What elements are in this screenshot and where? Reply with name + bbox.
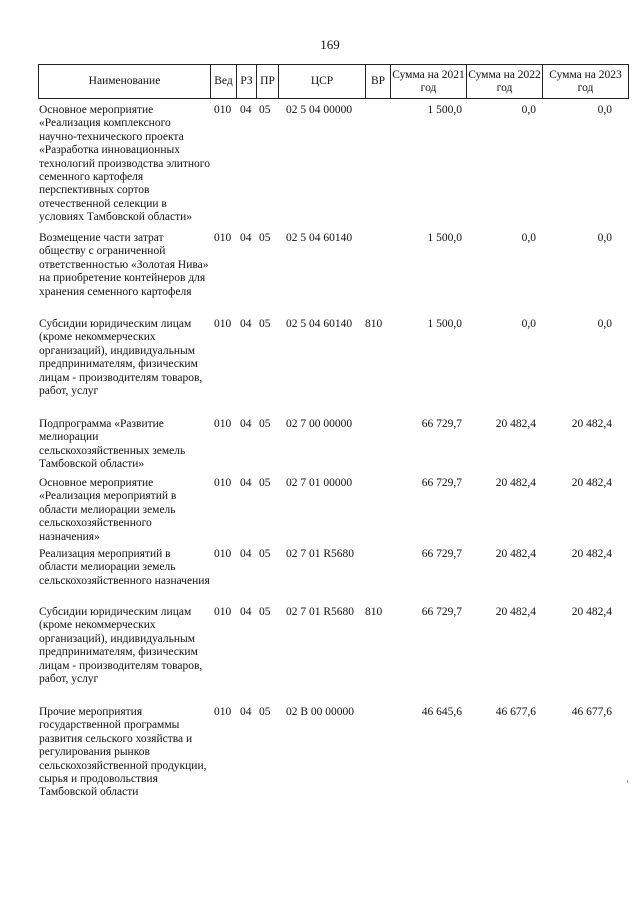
row-csr: 02 В 00 00000 bbox=[286, 706, 355, 718]
row-sum-2021: 66 729,7 bbox=[421, 477, 462, 489]
row-csr: 02 5 04 60140 bbox=[286, 318, 353, 330]
row-name: Реализация мероприятий в области мелиорации земель сельскохозяйственного назначения bbox=[39, 548, 210, 587]
row-ved: 010 bbox=[214, 477, 232, 489]
row-csr: 02 7 01 R5680 bbox=[286, 606, 355, 618]
row-sum-2023: 0,0 bbox=[597, 232, 612, 244]
row-sum-2023: 20 482,4 bbox=[571, 548, 612, 560]
row-sum-2021: 1 500,0 bbox=[427, 232, 462, 244]
row-name: Прочие мероприятия государственной программы развития сельского хозяйства и регулирования рынков сельскохозяйственной продукции, сырья и продовольствия Тамбовской области bbox=[39, 706, 207, 799]
row-pr: 05 bbox=[259, 706, 271, 718]
row-sum-2022: 20 482,4 bbox=[495, 548, 536, 560]
row-name: Основное мероприятие «Реализация комплексного научно-технического проекта «Разработка инновационных технологий производства элитного семенного картофеля перспективных сортов отечественной селекции в условиях Тамбовской области» bbox=[39, 104, 210, 224]
row-pr: 05 bbox=[259, 606, 271, 618]
row-sum-2021: 1 500,0 bbox=[427, 318, 462, 330]
row-ved: 010 bbox=[214, 418, 232, 430]
row-name: Субсидии юридическим лицам (кроме некоммерческих организаций), индивидуальным предпринимателям, физическим лицам - производителям товаров, работ, услуг bbox=[39, 606, 203, 686]
header-sum-2023: Сумма на 2023 год bbox=[549, 68, 622, 94]
row-csr: 02 7 01 R5680 bbox=[286, 548, 355, 560]
row-vr: 810 bbox=[365, 606, 383, 618]
row-sum-2021: 46 645,6 bbox=[421, 706, 462, 718]
row-sum-2023: 20 482,4 bbox=[571, 606, 612, 618]
row-sum-2022: 20 482,4 bbox=[495, 606, 536, 618]
row-rz: 04 bbox=[240, 104, 252, 116]
row-sum-2021: 66 729,7 bbox=[421, 418, 462, 430]
row-pr: 05 bbox=[259, 418, 271, 430]
header-ved: Вед bbox=[211, 65, 237, 98]
row-rz: 04 bbox=[240, 706, 252, 718]
row-name: Подпрограмма «Развитие мелиорации сельскохозяйственных земель Тамбовской области» bbox=[39, 418, 186, 471]
row-csr: 02 7 00 00000 bbox=[286, 418, 353, 430]
header-name: Наименование bbox=[39, 65, 211, 98]
row-ved: 010 bbox=[214, 104, 232, 116]
row-vr: 810 bbox=[365, 318, 383, 330]
row-sum-2023: 0,0 bbox=[597, 104, 612, 116]
row-name: Основное мероприятие «Реализация мероприятий в области мелиорации земель сельскохозяйственного назначения» bbox=[39, 477, 177, 543]
row-sum-2021: 66 729,7 bbox=[421, 548, 462, 560]
row-sum-2023: 46 677,6 bbox=[571, 706, 612, 718]
row-rz: 04 bbox=[240, 318, 252, 330]
row-rz: 04 bbox=[240, 477, 252, 489]
row-pr: 05 bbox=[259, 318, 271, 330]
row-csr: 02 5 04 60140 bbox=[286, 232, 353, 244]
row-sum-2022: 0,0 bbox=[521, 318, 536, 330]
row-sum-2022: 20 482,4 bbox=[495, 418, 536, 430]
row-sum-2022: 0,0 bbox=[521, 104, 536, 116]
header-pr: ПР bbox=[257, 65, 279, 98]
header-vr: ВР bbox=[366, 65, 391, 98]
row-rz: 04 bbox=[240, 548, 252, 560]
row-sum-2022: 0,0 bbox=[521, 232, 536, 244]
header-sum-2022: Сумма на 2022 год bbox=[467, 65, 543, 98]
row-sum-2022: 20 482,4 bbox=[495, 477, 536, 489]
row-rz: 04 bbox=[240, 232, 252, 244]
row-ved: 010 bbox=[214, 606, 232, 618]
header-rz: РЗ bbox=[237, 65, 257, 98]
row-sum-2022: 46 677,6 bbox=[495, 706, 536, 718]
row-csr: 02 7 01 00000 bbox=[286, 477, 353, 489]
scan-mark bbox=[627, 780, 628, 783]
row-rz: 04 bbox=[240, 418, 252, 430]
row-ved: 010 bbox=[214, 232, 232, 244]
row-pr: 05 bbox=[259, 477, 271, 489]
row-sum-2023: 0,0 bbox=[597, 318, 612, 330]
header-sum-2021: Сумма на 2021 год bbox=[391, 65, 467, 98]
row-sum-2021: 1 500,0 bbox=[427, 104, 462, 116]
row-ved: 010 bbox=[214, 318, 232, 330]
row-sum-2021: 66 729,7 bbox=[421, 606, 462, 618]
row-sum-2023: 20 482,4 bbox=[571, 477, 612, 489]
row-pr: 05 bbox=[259, 104, 271, 116]
page-number: 169 bbox=[320, 37, 340, 52]
row-sum-2023: 20 482,4 bbox=[571, 418, 612, 430]
row-pr: 05 bbox=[259, 232, 271, 244]
row-name: Возмещение части затрат обществу с ограниченной ответственностью «Золотая Нива» на приобретение контейнеров для хранения семенного картофеля bbox=[39, 232, 209, 298]
row-ved: 010 bbox=[214, 548, 232, 560]
row-pr: 05 bbox=[259, 548, 271, 560]
row-name: Субсидии юридическим лицам (кроме некоммерческих организаций), индивидуальным предпринимателям, физическим лицам - производителям товаров, работ, услуг bbox=[39, 318, 203, 398]
row-csr: 02 5 04 00000 bbox=[286, 104, 353, 116]
row-rz: 04 bbox=[240, 606, 252, 618]
header-csr: ЦСР bbox=[279, 65, 366, 98]
table-header bbox=[38, 64, 629, 99]
row-ved: 010 bbox=[214, 706, 232, 718]
